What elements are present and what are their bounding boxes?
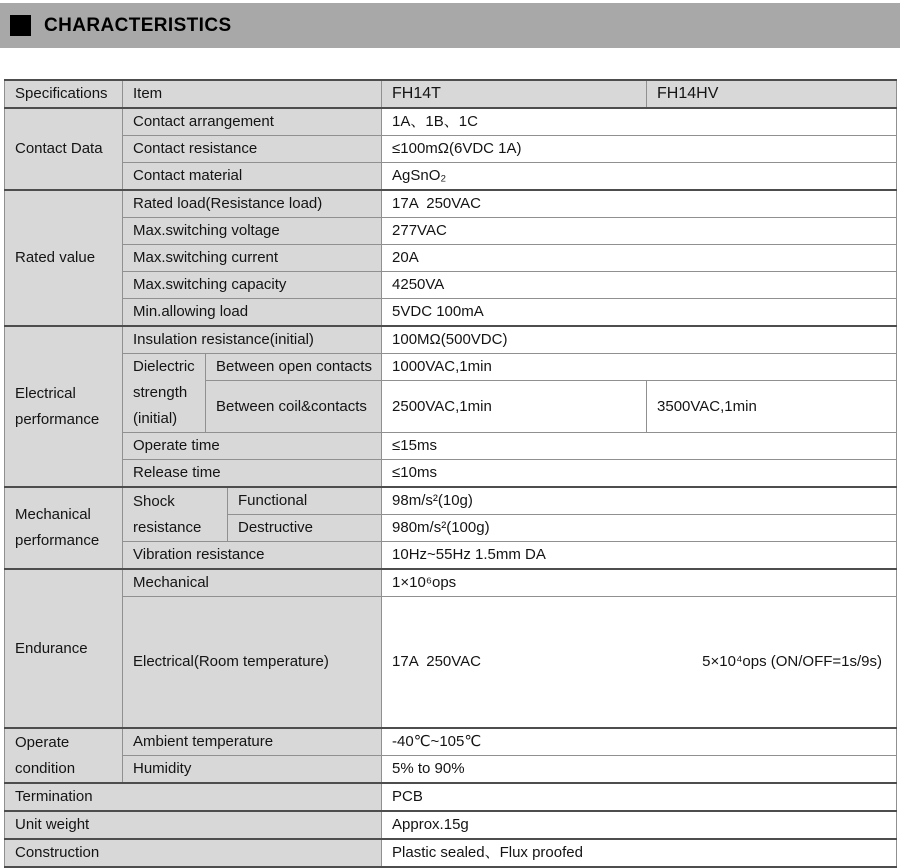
value-termination: PCB <box>382 783 897 811</box>
spec-operate-condition: Operate condition <box>5 728 123 783</box>
table-row <box>5 218 897 245</box>
table-row <box>5 811 897 839</box>
item-max-switching-capacity: Max.switching capacity <box>123 272 382 299</box>
value-contact-material: AgSnO₂ <box>382 163 897 191</box>
value-ambient-temperature: -40℃~105℃ <box>382 728 897 756</box>
spec-electrical-performance: Electrical performance <box>5 326 123 487</box>
header-specifications: Specifications <box>5 80 123 108</box>
header-item: Item <box>123 80 382 108</box>
value-endurance-electrical-load: 17A 250VAC <box>392 653 481 670</box>
table-row <box>5 460 897 488</box>
item-between-open-contacts: Between open contacts <box>206 354 382 381</box>
item-humidity: Humidity <box>123 756 382 784</box>
value-coil-contacts-fh14t: 2500VAC,1min <box>382 381 647 433</box>
table-row <box>5 299 897 327</box>
item-between-coil-contacts: Between coil&contacts <box>206 381 382 433</box>
item-endurance-electrical: Electrical(Room temperature) <box>123 597 382 729</box>
spec-construction: Construction <box>5 839 382 867</box>
table-row <box>5 433 897 460</box>
item-contact-arrangement: Contact arrangement <box>123 108 382 136</box>
item-max-switching-current: Max.switching current <box>123 245 382 272</box>
table-row <box>5 756 897 784</box>
spec-contact-data: Contact Data <box>5 108 123 190</box>
table-row <box>5 569 897 597</box>
spec-rated-value: Rated value <box>5 190 123 326</box>
value-rated-load: 17A 250VAC <box>382 190 897 218</box>
value-insulation-resistance: 100MΩ(500VDC) <box>382 326 897 354</box>
value-max-switching-voltage: 277VAC <box>382 218 897 245</box>
spec-termination: Termination <box>5 783 382 811</box>
table-row <box>5 354 897 381</box>
spec-unit-weight: Unit weight <box>5 811 382 839</box>
item-endurance-mechanical: Mechanical <box>123 569 382 597</box>
table-row <box>5 728 897 756</box>
value-construction: Plastic sealed、Flux proofed <box>382 839 897 867</box>
table-row <box>5 783 897 811</box>
table-row <box>5 839 897 867</box>
value-operate-time: ≤15ms <box>382 433 897 460</box>
item-shock-resistance: Shock resistance <box>123 487 228 542</box>
value-min-allowing-load: 5VDC 100mA <box>382 299 897 327</box>
item-dielectric-strength: Dielectric strength (initial) <box>123 354 206 433</box>
spec-mechanical-performance: Mechanical performance <box>5 487 123 569</box>
item-ambient-temperature: Ambient temperature <box>123 728 382 756</box>
item-shock-destructive: Destructive <box>228 515 382 542</box>
value-endurance-mechanical: 1×10⁶ops <box>382 569 897 597</box>
value-contact-arrangement: 1A、1B、1C <box>382 108 897 136</box>
header-model-fh14hv: FH14HV <box>647 80 897 108</box>
table-row <box>5 108 897 136</box>
section-title: CHARACTERISTICS <box>44 14 232 36</box>
value-unit-weight: Approx.15g <box>382 811 897 839</box>
table-row <box>5 487 897 515</box>
item-operate-time: Operate time <box>123 433 382 460</box>
value-endurance-electrical <box>382 597 897 729</box>
specifications-table <box>4 79 897 868</box>
value-shock-destructive: 980m/s²(100g) <box>382 515 897 542</box>
table-row <box>5 542 897 570</box>
table-row <box>5 163 897 191</box>
item-release-time: Release time <box>123 460 382 488</box>
black-square-icon <box>10 15 31 36</box>
table-row <box>5 136 897 163</box>
item-insulation-resistance: Insulation resistance(initial) <box>123 326 382 354</box>
value-vibration-resistance: 10Hz~55Hz 1.5mm DA <box>382 542 897 570</box>
header-model-fh14t: FH14T <box>382 80 647 108</box>
value-max-switching-capacity: 4250VA <box>382 272 897 299</box>
table-row <box>5 597 897 729</box>
spec-endurance: Endurance <box>5 569 123 728</box>
value-shock-functional: 98m/s²(10g) <box>382 487 897 515</box>
value-coil-contacts-fh14hv: 3500VAC,1min <box>647 381 897 433</box>
item-min-allowing-load: Min.allowing load <box>123 299 382 327</box>
item-max-switching-voltage: Max.switching voltage <box>123 218 382 245</box>
value-endurance-electrical-ops: 5×10⁴ops (ON/OFF=1s/9s) <box>702 653 883 670</box>
item-contact-material: Contact material <box>123 163 382 191</box>
table-row <box>5 326 897 354</box>
value-contact-resistance: ≤100mΩ(6VDC 1A) <box>382 136 897 163</box>
characteristics-header-bar <box>0 3 900 48</box>
item-contact-resistance: Contact resistance <box>123 136 382 163</box>
table-header-row <box>5 80 897 108</box>
item-rated-load: Rated load(Resistance load) <box>123 190 382 218</box>
value-max-switching-current: 20A <box>382 245 897 272</box>
item-vibration-resistance: Vibration resistance <box>123 542 382 570</box>
value-between-open-contacts: 1000VAC,1min <box>382 354 897 381</box>
table-row <box>5 190 897 218</box>
value-release-time: ≤10ms <box>382 460 897 488</box>
item-shock-functional: Functional <box>228 487 382 515</box>
table-row <box>5 245 897 272</box>
value-humidity: 5% to 90% <box>382 756 897 784</box>
table-row <box>5 272 897 299</box>
